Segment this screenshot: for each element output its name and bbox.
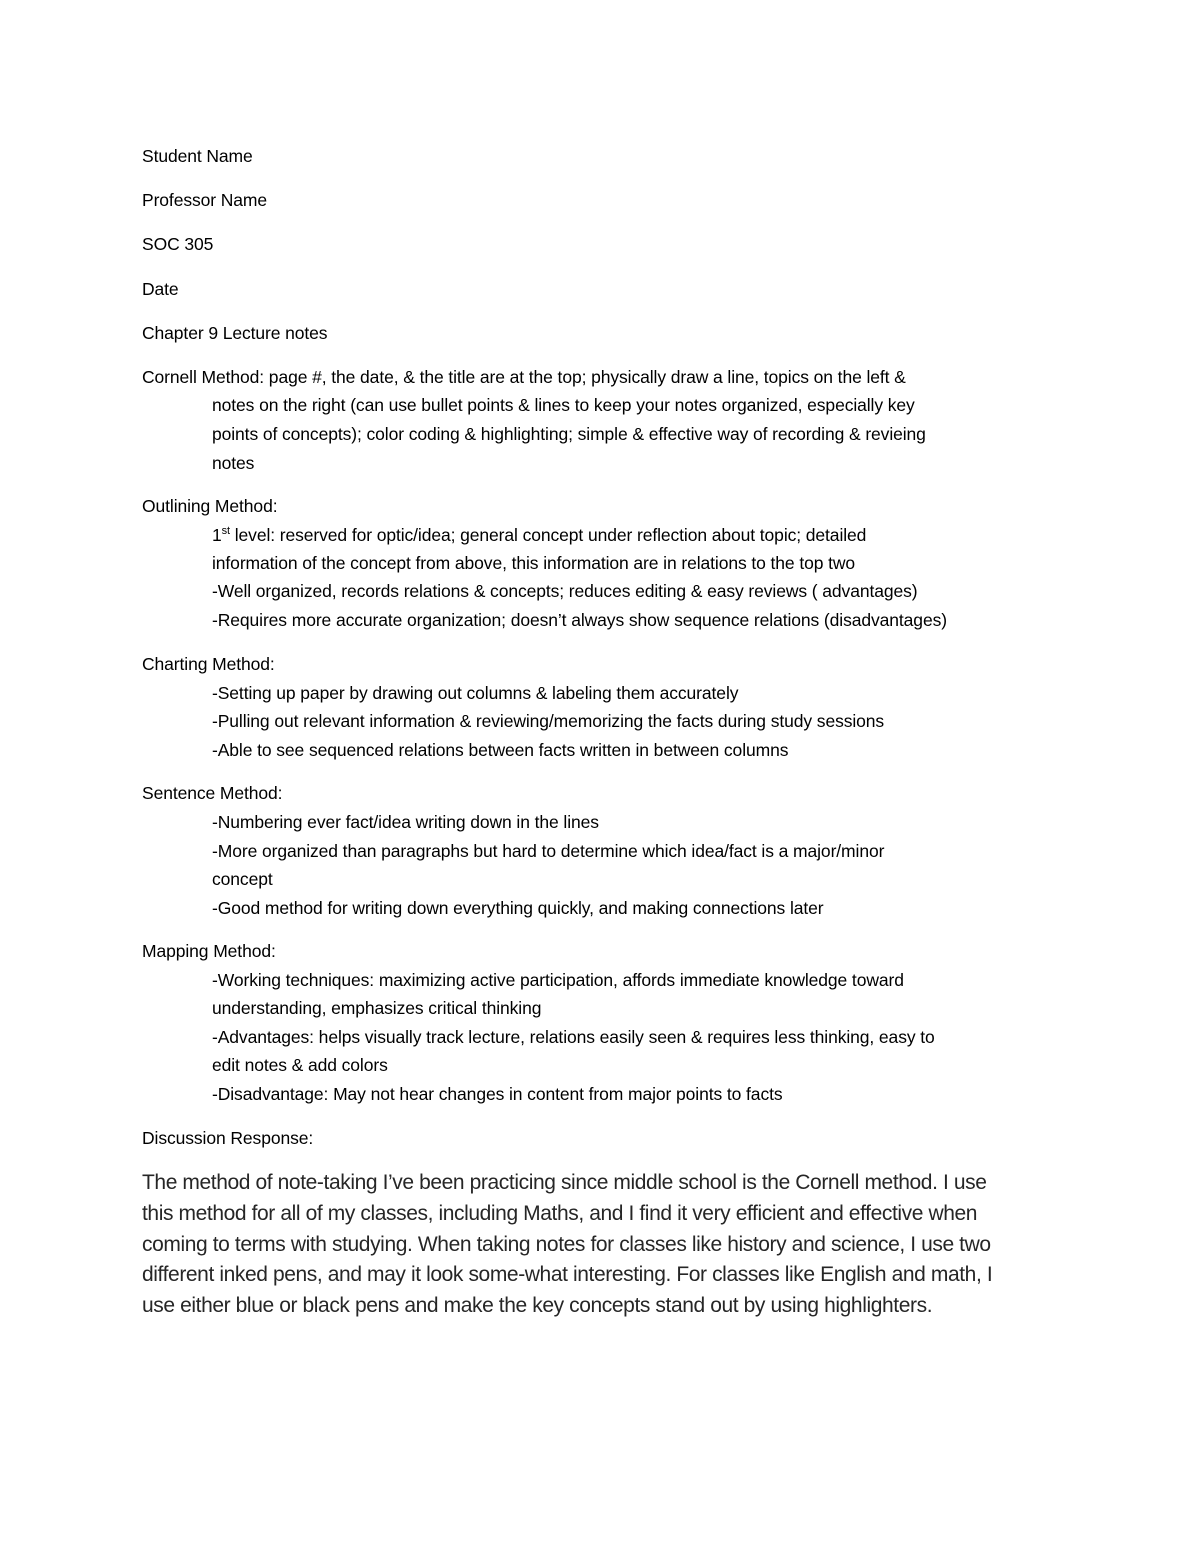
outlining-level-text: level: reserved for optic/idea; general concept under reflection about topic; detailed <box>230 525 867 545</box>
sentence-line: -Good method for writing down everything quickly, and making connections later <box>212 898 824 918</box>
mapping-line: -Advantages: helps visually track lecture, relations easily seen & requires less thinking, easy to <box>212 1027 935 1047</box>
charting-line: -Able to see sequenced relations between facts written in between columns <box>212 740 789 760</box>
cornell-line: notes <box>212 453 255 473</box>
sentence-line: concept <box>212 869 273 889</box>
cornell-heading: Cornell Method: <box>142 367 265 387</box>
discussion-line: different inked pens, and may it look some-what interesting. For classes like English and math, I <box>142 1263 993 1286</box>
mapping-heading: Mapping Method: <box>142 941 276 961</box>
discussion-line: use either blue or black pens and make the key concepts stand out by using highlighters. <box>142 1294 933 1317</box>
date-line: Date <box>142 279 179 299</box>
cornell-line: points of concepts); color coding & highlighting; simple & effective way of recording & revieing <box>212 424 926 444</box>
discussion-line: The method of note-taking I’ve been practicing since middle school is the Cornell method. I use <box>142 1171 987 1194</box>
mapping-line: -Working techniques: maximizing active participation, affords immediate knowledge toward <box>212 970 904 990</box>
outlining-line: information of the concept from above, this information are in relations to the top two <box>212 553 856 573</box>
professor-name: Professor Name <box>142 190 268 210</box>
charting-line: -Pulling out relevant information & reviewing/memorizing the facts during study sessions <box>212 711 885 731</box>
cornell-first-text: page #, the date, & the title are at the top; physically draw a line, topics on the left & <box>264 367 906 387</box>
charting-heading: Charting Method: <box>142 654 275 674</box>
discussion-line: this method for all of my classes, including Maths, and I find it very efficient and effective when <box>142 1202 978 1225</box>
course-code: SOC 305 <box>142 234 214 254</box>
student-name: Student Name <box>142 146 253 166</box>
outlining-line: -Well organized, records relations & concepts; reduces editing & easy reviews ( advantages) <box>212 581 918 601</box>
sentence-heading: Sentence Method: <box>142 783 283 803</box>
outlining-line: -Requires more accurate organization; doesn’t always show sequence relations (disadvantages) <box>212 610 947 630</box>
outlining-level-line <box>212 525 866 545</box>
outlining-level-number: 1 <box>212 525 222 545</box>
outlining-heading: Outlining Method: <box>142 496 278 516</box>
cornell-line: notes on the right (can use bullet points & lines to keep your notes organized, especially key <box>212 395 915 415</box>
outlining-level-sup: st <box>221 525 230 538</box>
discussion-heading: Discussion Response: <box>142 1128 314 1148</box>
chapter-title: Chapter 9 Lecture notes <box>142 323 328 343</box>
charting-line: -Setting up paper by drawing out columns & labeling them accurately <box>212 683 739 703</box>
mapping-line: understanding, emphasizes critical thinking <box>212 998 542 1018</box>
mapping-line: edit notes & add colors <box>212 1055 388 1075</box>
discussion-line: coming to terms with studying. When taking notes for classes like history and science, I use two <box>142 1233 991 1256</box>
mapping-line: -Disadvantage: May not hear changes in content from major points to facts <box>212 1084 783 1104</box>
sentence-line: -Numbering ever fact/idea writing down in the lines <box>212 812 599 832</box>
sentence-line: -More organized than paragraphs but hard to determine which idea/fact is a major/minor <box>212 841 885 861</box>
cornell-first-line <box>142 367 906 387</box>
